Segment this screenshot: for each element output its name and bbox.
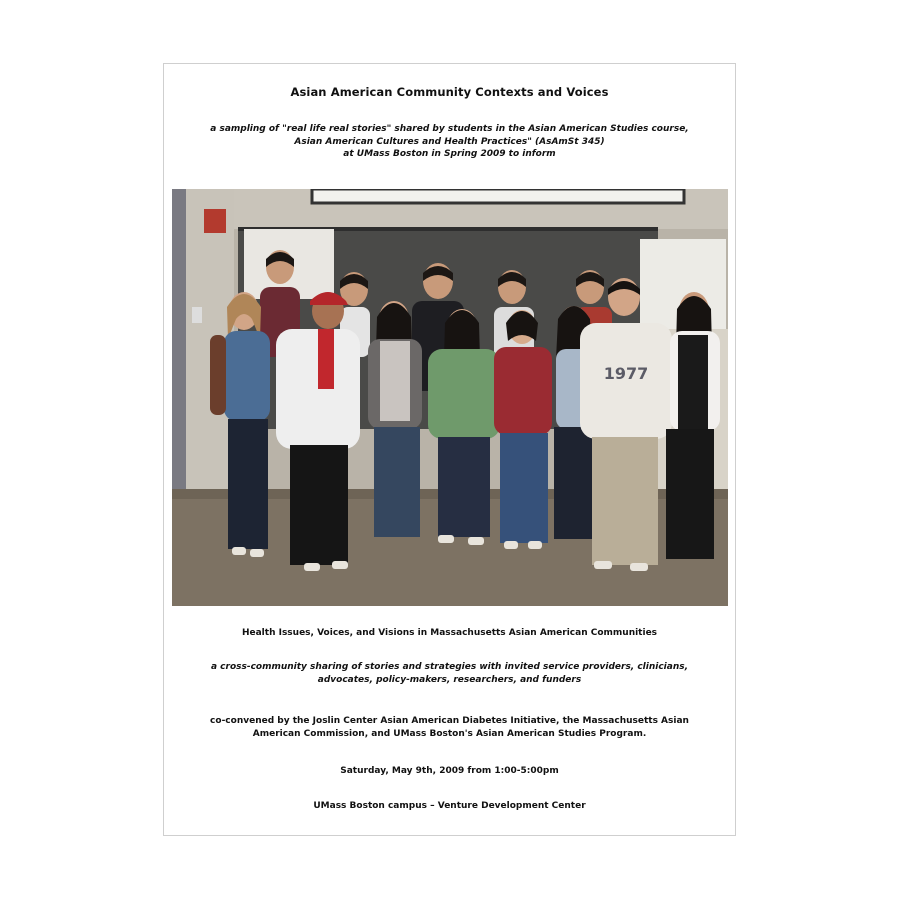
description-line: a cross-community sharing of stories and strategies with invited service providers, clinicians, bbox=[210, 662, 689, 672]
event-location: UMass Boston campus – Venture Development Center bbox=[313, 801, 586, 811]
subtitle-line: Asian American Cultures and Health Practices" (AsAmSt 345) bbox=[294, 136, 605, 147]
shirt-text: 1977 bbox=[603, 364, 649, 383]
event-title: Health Issues, Voices, and Visions in Massachusetts Asian American Communities bbox=[241, 628, 658, 638]
flyer-page bbox=[163, 63, 736, 836]
flyer-subtitle bbox=[174, 123, 725, 161]
subtitle-line: a sampling of "real life real stories" shared by students in the Asian American Studies course, bbox=[210, 124, 689, 134]
conveners-line: co-convened by the Joslin Center Asian American Diabetes Initiative, the Massachusetts Asian bbox=[210, 716, 689, 726]
flyer-title: Asian American Community Contexts and Voices bbox=[290, 85, 609, 99]
conveners bbox=[170, 715, 729, 741]
event-description bbox=[174, 661, 725, 687]
description-line: advocates, policy-makers, researchers, and funders bbox=[317, 675, 582, 685]
event-date: Saturday, May 9th, 2009 from 1:00-5:00pm bbox=[340, 766, 559, 776]
subtitle-line: at UMass Boston in Spring 2009 to inform bbox=[343, 149, 556, 159]
conveners-line: American Commission, and UMass Boston's Asian American Studies Program. bbox=[252, 729, 647, 739]
group-photo bbox=[172, 189, 728, 606]
